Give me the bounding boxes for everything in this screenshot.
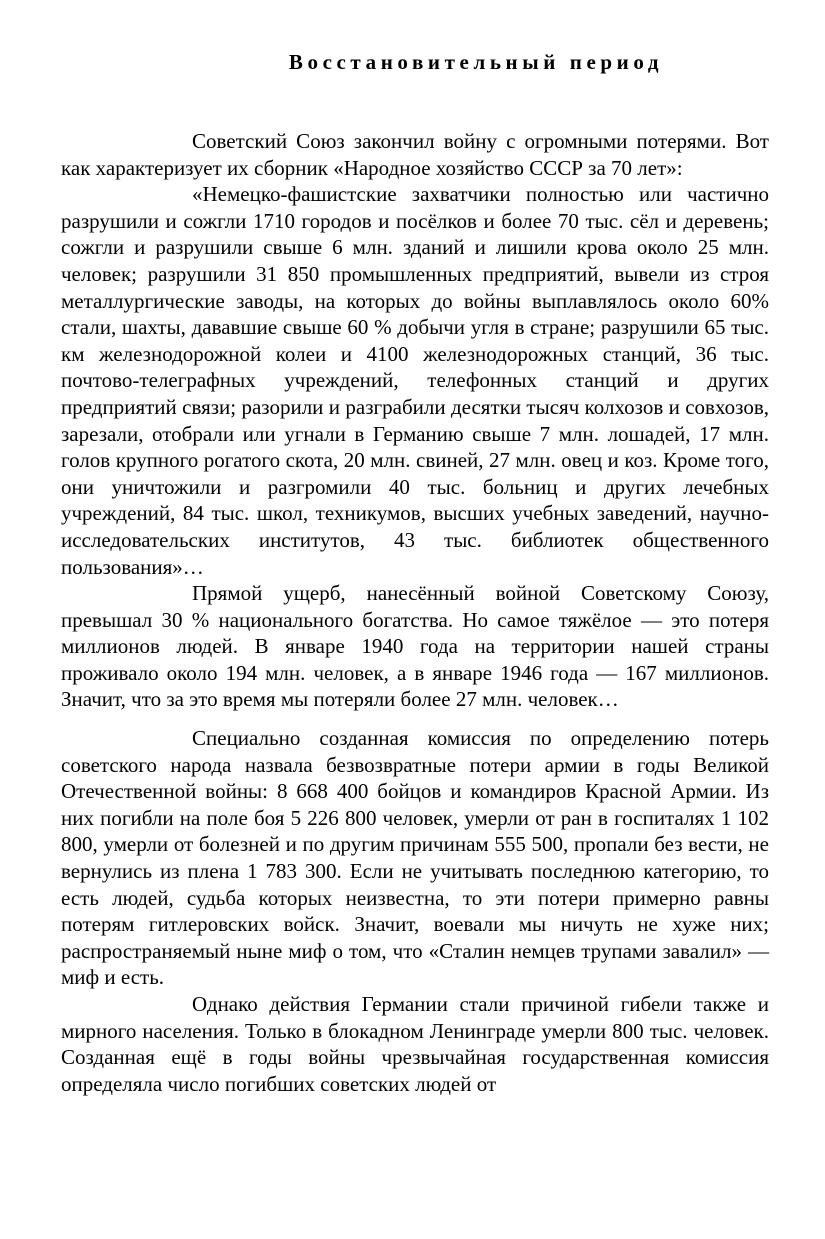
paragraph-quote: «Немецко-фашистские захватчики полностью или частично разрушили и сожгли 1710 городов и посёлков и более 70 тыс. сёл и деревень; сожгли и разрушили свыше 6 млн. зданий и лишили крова около 25 млн. человек; разрушили 31 850 промышленных предприятий, вывели из строя металлургические заводы, на которых до войны выплавлялось около 60% стали, шахты, дававшие свыше 60 % добычи угля в стране; разрушили 65 тыс. км железнодорожной колеи и 4100 железнодорожных станций, 36 тыс. почтово-телеграфных учреждений, телефонных станций и других предприятий связи; разорили и разграбили десятки тысяч колхозов и совхозов, зарезали, отобрали или угнали в Германию свыше 7 млн. лошадей, 17 млн. голов крупного рогатого скота, 20 млн. свиней, 27 млн. овец и коз. Кроме того, они уничтожили и разгромили 40 тыс. больниц и других лечебных учреждений, 84 тыс. школ, техникумов, высших учебных заведений, научно-исследовательских институтов, 43 тыс. библиотек общественного пользования»…: [61, 182, 769, 579]
paragraph-intro: Советский Союз закончил войну с огромными потерями. Вот как характеризует их сборник «Народное хозяйство СССР за 70 лет»:: [61, 129, 769, 180]
paragraph-damage: Прямой ущерб, нанесённый войной Советскому Союзу, превышал 30 % национального богатства. Но самое тяжёлое — это потеря миллионов людей. В январе 1940 года на территории нашей страны проживало около 194 млн. человек, а в январе 1946 года — 167 миллионов. Значит, что за это время мы потеряли более 27 млн. человек…: [61, 581, 769, 712]
document-title: Восстановительный период: [288, 50, 664, 74]
paragraph-commission: Специально созданная комиссия по определению потерь советского народа назвала безвозвратные потери армии в годы Великой Отечественной войны: 8 668 400 бойцов и командиров Красной Армии. Из них погибли на поле боя 5 226 800 человек, умерли от ран в госпиталях 1 102 800, умерли от болезней и по другим причинам 555 500, пропали без вести, не вернулись из плена 1 783 300. Если не учитывать последнюю категорию, то есть людей, судьба которых неизвестна, то эти потери примерно равны потерям гитлеровских войск. Значит, воевали мы ничуть не хуже них; распространяемый ныне миф о том, что «Сталин немцев трупами завалил» — миф и есть.: [61, 726, 769, 990]
document-body: [61, 128, 769, 1097]
paragraph-civilians: Однако действия Германии стали причиной гибели также и мирного населения. Только в блокадном Ленинграде умерли 800 тыс. человек. Созданная ещё в годы войны чрезвычайная государственная комиссия определяла число погибших советских людей от: [61, 992, 769, 1096]
